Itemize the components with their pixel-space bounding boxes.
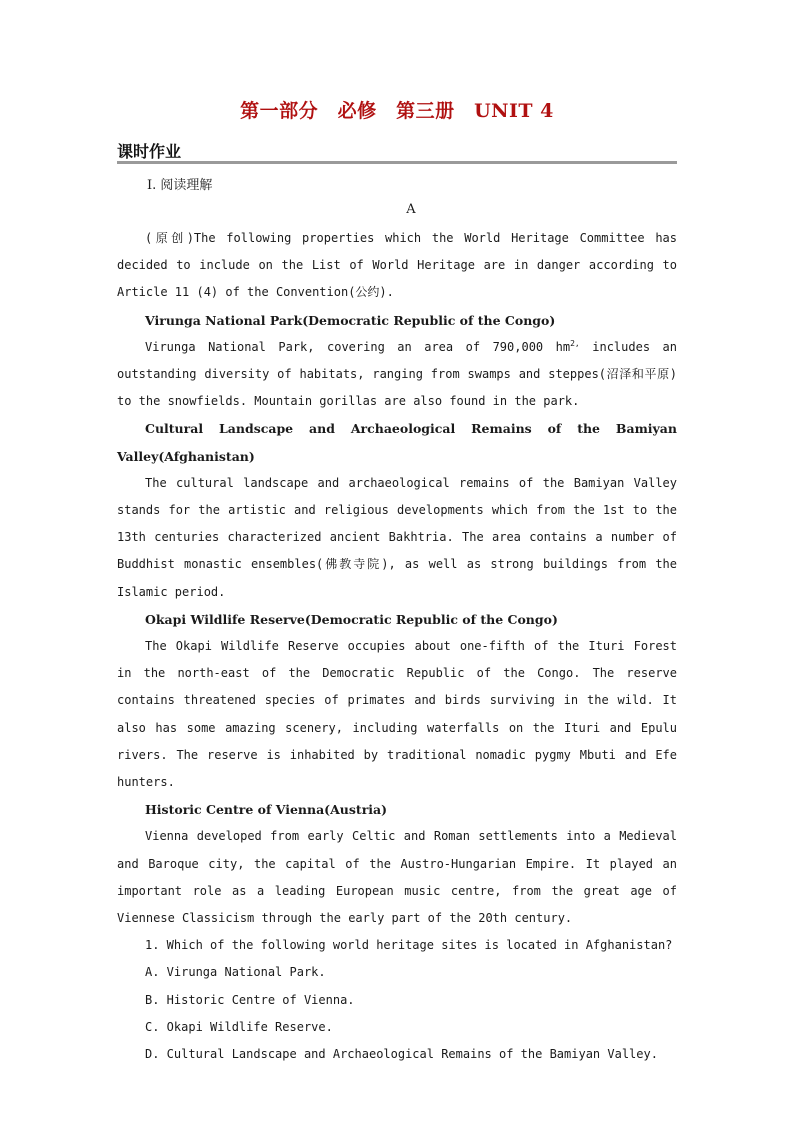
answer-option: A. Virunga National Park.	[145, 965, 326, 980]
site-heading: Historic Centre of Vienna(Austria)	[145, 802, 388, 818]
site-text-part: includes an outstanding diversity of habitats, ranging from swamps and steppes(沼泽和平原) to the snowfields. Mountain gorillas are also found in the park.	[117, 339, 677, 409]
site-text	[117, 334, 677, 416]
site-text: The cultural landscape and archaeological remains of the Bamiyan Valley stands for the artistic and religious developments which from the 1st to the 13th centuries characterized ancient Bakhtria. The area contains a number of Buddhist monastic ensembles(佛教寺院), as well as strong buildings from the Islamic period.	[117, 475, 677, 599]
answer-option: C. Okapi Wildlife Reserve.	[145, 1019, 333, 1034]
site-heading: Virunga National Park(Democratic Republic of the Congo)	[145, 312, 556, 328]
page-title: 第一部分 必修 第三册 UNIT 4	[240, 100, 554, 122]
site-heading: Okapi Wildlife Reserve(Democratic Republic of the Congo)	[145, 611, 558, 627]
section-heading: 课时作业	[117, 142, 182, 161]
passage-letter: A	[406, 202, 416, 217]
answer-option: B. Historic Centre of Vienna.	[145, 992, 355, 1007]
site-text: Vienna developed from early Celtic and Roman settlements into a Medieval and Baroque city, the capital of the Austro-Hungarian Empire. It played an important role as a leading European music centre, from the great age of Viennese Classicism through the early part of the 20th century.	[117, 829, 677, 926]
site-text-part: Virunga National Park, covering an area of 790,000 hm	[145, 339, 571, 354]
site-heading: Cultural Landscape and Archaeological Remains of the Bamiyan Valley(Afghanistan)	[117, 421, 677, 464]
part-label: Ⅰ. 阅读理解	[147, 178, 213, 193]
question-stem: 1. Which of the following world heritage sites is located in Afghanistan?	[145, 938, 673, 953]
passage-body	[117, 225, 677, 1068]
answer-option: D. Cultural Landscape and Archaeological Remains of the Bamiyan Valley.	[145, 1047, 658, 1062]
superscript: 2,	[570, 338, 580, 348]
site-text: The Okapi Wildlife Reserve occupies about one-fifth of the Ituri Forest in the north-east of the Democratic Republic of the Congo. The reserve contains threatened species of primates and birds surviving in the wild. It also has some amazing scenery, including waterfalls on the Ituri and Epulu rivers. The reserve is inhabited by traditional nomadic pygmy Mbuti and Efe hunters.	[117, 639, 677, 790]
section-divider	[117, 161, 677, 164]
passage-intro: (原创)The following properties which the World Heritage Committee has decided to include on the List of World Heritage are in danger according to Article 11 (4) of the Convention(公约).	[117, 231, 677, 300]
